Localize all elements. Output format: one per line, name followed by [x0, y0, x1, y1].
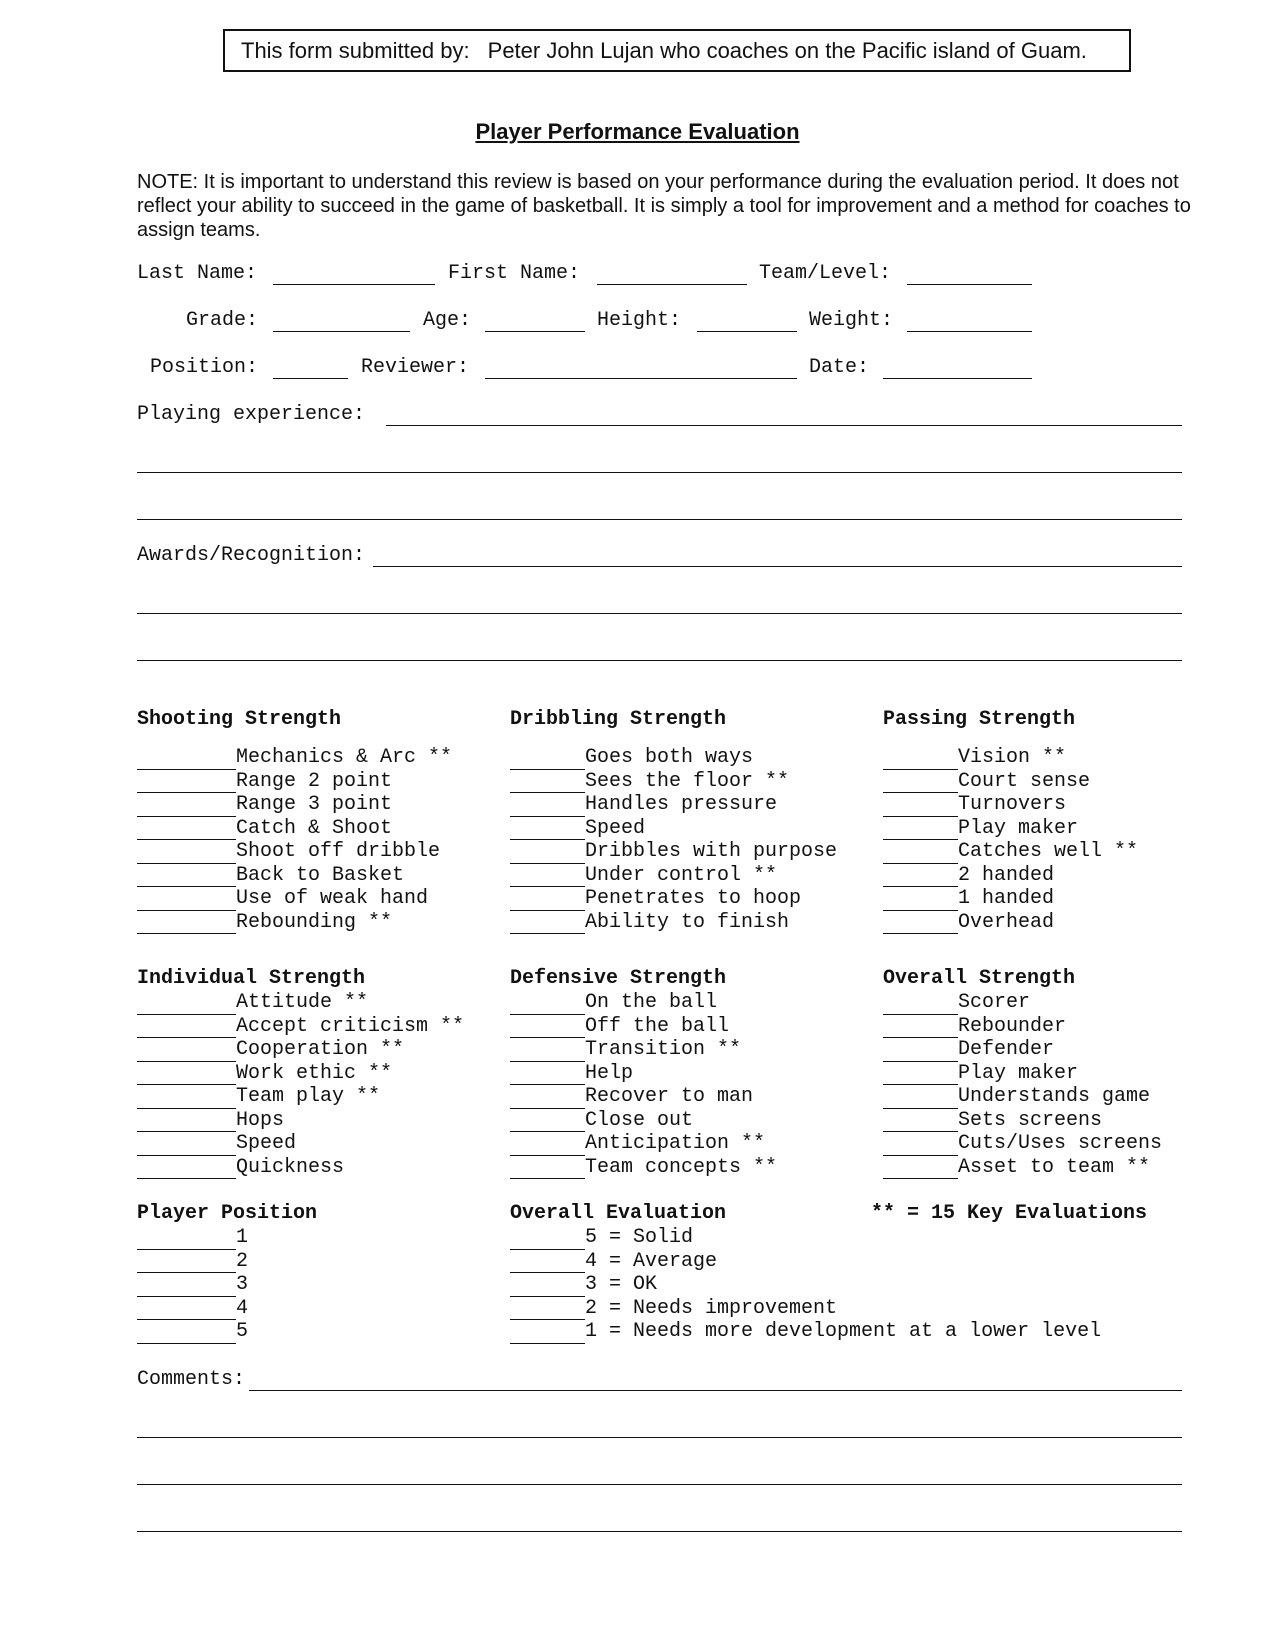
- team-level-field[interactable]: [907, 284, 1032, 285]
- item-label: Range 2 point: [236, 769, 393, 793]
- list-item: [137, 817, 452, 841]
- rating-blank[interactable]: [137, 914, 236, 934]
- rating-blank[interactable]: [883, 844, 958, 864]
- rating-blank[interactable]: [510, 1018, 585, 1038]
- item-label: Cooperation **: [236, 1038, 405, 1061]
- list-item: [137, 1226, 248, 1250]
- item-label: Sees the floor **: [585, 769, 790, 793]
- submitted-label: This form submitted by:: [241, 37, 470, 63]
- rating-blank[interactable]: [510, 995, 585, 1015]
- list-item: [510, 1038, 777, 1062]
- list-item: [137, 1015, 464, 1039]
- list-item: [510, 1297, 1101, 1321]
- item-label: Transition **: [585, 1038, 742, 1061]
- list-item: [137, 793, 452, 817]
- item-label: Goes both ways: [585, 746, 754, 769]
- comments-line-1[interactable]: [249, 1390, 1182, 1391]
- item-label: Dribbles with purpose: [585, 840, 838, 863]
- playing-experience-line-1[interactable]: [386, 425, 1182, 426]
- rating-blank[interactable]: [883, 891, 958, 911]
- item-label: 2 handed: [958, 863, 1055, 887]
- individual-strength-heading: Individual Strength: [137, 967, 366, 990]
- list-item: [883, 887, 1138, 911]
- passing-strength-heading: Passing Strength: [883, 708, 1076, 731]
- key-evaluations-note: ** = 15 Key Evaluations: [871, 1202, 1148, 1225]
- item-label: Rebounder: [958, 1014, 1067, 1038]
- rating-blank[interactable]: [510, 773, 585, 793]
- team-level-label: Team/Level:: [759, 262, 892, 285]
- list-item: [510, 1226, 1101, 1250]
- first-name-field[interactable]: [597, 284, 747, 285]
- list-item: [883, 1109, 1162, 1133]
- rating-blank[interactable]: [883, 995, 958, 1015]
- list-item: [137, 1156, 464, 1180]
- rating-blank[interactable]: [510, 750, 585, 770]
- item-label: Back to Basket: [236, 863, 405, 887]
- rating-blank[interactable]: [137, 1112, 236, 1132]
- playing-experience-line-2[interactable]: [137, 472, 1182, 473]
- comments-label: Comments:: [137, 1368, 246, 1391]
- item-label: 4 = Average: [585, 1249, 718, 1273]
- rating-blank[interactable]: [510, 797, 585, 817]
- dribbling-strength-list: [510, 746, 837, 934]
- rating-blank[interactable]: [137, 1253, 236, 1273]
- position-label: Position:: [150, 356, 259, 379]
- rating-blank[interactable]: [137, 1089, 236, 1109]
- list-item: [510, 1015, 777, 1039]
- rating-blank[interactable]: [510, 914, 585, 934]
- item-label: Under control **: [585, 863, 778, 887]
- item-label: 5 = Solid: [585, 1226, 694, 1249]
- list-item: [883, 1156, 1162, 1180]
- list-item: [137, 1109, 464, 1133]
- rating-blank[interactable]: [137, 1230, 236, 1250]
- rating-blank[interactable]: [137, 1277, 236, 1297]
- item-label: 3 = OK: [585, 1273, 658, 1296]
- list-item: [137, 887, 452, 911]
- item-label: 4: [236, 1296, 249, 1320]
- item-label: Scorer: [958, 991, 1031, 1014]
- rating-blank[interactable]: [510, 844, 585, 864]
- list-item: [510, 817, 837, 841]
- list-item: [137, 864, 452, 888]
- list-item: [510, 1132, 777, 1156]
- item-label: Penetrates to hoop: [585, 887, 802, 910]
- list-item: [510, 746, 837, 770]
- playing-experience-line-3[interactable]: [137, 519, 1182, 520]
- player-position-list: [137, 1226, 248, 1344]
- overall-strength-heading: Overall Strength: [883, 967, 1076, 990]
- rating-blank[interactable]: [510, 1089, 585, 1109]
- rating-blank[interactable]: [137, 995, 236, 1015]
- item-label: Hops: [236, 1108, 285, 1132]
- list-item: [510, 864, 837, 888]
- rating-blank[interactable]: [510, 867, 585, 887]
- list-item: [137, 1297, 248, 1321]
- list-item: [510, 911, 837, 935]
- rating-blank[interactable]: [883, 797, 958, 817]
- item-label: Accept criticism **: [236, 1014, 465, 1038]
- rating-blank[interactable]: [137, 1042, 236, 1062]
- rating-blank[interactable]: [137, 1136, 236, 1156]
- list-item: [883, 911, 1138, 935]
- rating-blank[interactable]: [137, 891, 236, 911]
- awards-line-2[interactable]: [137, 613, 1182, 614]
- list-item: [510, 1109, 777, 1133]
- item-label: Attitude **: [236, 991, 369, 1014]
- last-name-field[interactable]: [273, 284, 435, 285]
- rating-blank[interactable]: [883, 867, 958, 887]
- list-item: [883, 1085, 1162, 1109]
- item-label: Overhead: [958, 910, 1055, 934]
- overall-evaluation-heading: Overall Evaluation: [510, 1202, 727, 1225]
- list-item: [883, 864, 1138, 888]
- list-item: [883, 793, 1138, 817]
- item-label: Defender: [958, 1038, 1055, 1061]
- list-item: [137, 1085, 464, 1109]
- rating-blank[interactable]: [510, 820, 585, 840]
- list-item: [510, 770, 837, 794]
- rating-blank[interactable]: [883, 1136, 958, 1156]
- list-item: [510, 1156, 777, 1180]
- rating-blank[interactable]: [510, 1324, 585, 1344]
- list-item: [137, 1132, 464, 1156]
- rating-blank[interactable]: [883, 750, 958, 770]
- passing-strength-list: [883, 746, 1138, 934]
- rating-blank[interactable]: [137, 1324, 236, 1344]
- grade-label: Grade:: [186, 309, 259, 332]
- height-field[interactable]: [697, 331, 797, 332]
- age-label: Age:: [423, 309, 472, 332]
- age-field[interactable]: [485, 331, 585, 332]
- rating-blank[interactable]: [137, 750, 236, 770]
- rating-blank[interactable]: [510, 1253, 585, 1273]
- item-label: Quickness: [236, 1155, 345, 1179]
- item-label: Speed: [585, 816, 646, 840]
- weight-label: Weight:: [809, 309, 894, 332]
- comments-line-3[interactable]: [137, 1484, 1182, 1485]
- rating-blank[interactable]: [510, 1277, 585, 1297]
- individual-strength-list: [137, 991, 464, 1179]
- list-item: [137, 1273, 248, 1297]
- list-item: [137, 1038, 464, 1062]
- weight-field[interactable]: [907, 331, 1032, 332]
- rating-blank[interactable]: [137, 820, 236, 840]
- list-item: [510, 1062, 777, 1086]
- item-label: Catches well **: [958, 840, 1139, 863]
- item-label: Mechanics & Arc **: [236, 746, 453, 769]
- comments-line-4[interactable]: [137, 1531, 1182, 1532]
- item-label: On the ball: [585, 991, 718, 1014]
- item-label: Shoot off dribble: [236, 840, 441, 863]
- item-label: Cuts/Uses screens: [958, 1132, 1163, 1155]
- list-item: [883, 817, 1138, 841]
- rating-blank[interactable]: [883, 1112, 958, 1132]
- list-item: [883, 1015, 1162, 1039]
- list-item: [137, 746, 452, 770]
- rating-blank[interactable]: [883, 914, 958, 934]
- awards-line-3[interactable]: [137, 660, 1182, 661]
- item-label: Work ethic **: [236, 1061, 393, 1085]
- list-item: [137, 840, 452, 864]
- defensive-strength-heading: Defensive Strength: [510, 967, 727, 990]
- rating-blank[interactable]: [883, 1065, 958, 1085]
- item-label: Range 3 point: [236, 793, 393, 816]
- date-field[interactable]: [883, 378, 1032, 379]
- item-label: 2 = Needs improvement: [585, 1296, 838, 1320]
- rating-blank[interactable]: [510, 891, 585, 911]
- item-label: 1 handed: [958, 887, 1055, 910]
- position-field[interactable]: [273, 378, 348, 379]
- last-name-label: Last Name:: [137, 262, 258, 285]
- item-label: Vision **: [958, 746, 1067, 769]
- item-label: Turnovers: [958, 793, 1067, 816]
- rating-blank[interactable]: [510, 1042, 585, 1062]
- overall-strength-list: [883, 991, 1162, 1179]
- submitted-by-box: [223, 29, 1131, 72]
- awards-line-1[interactable]: [373, 566, 1182, 567]
- note-paragraph: NOTE: It is important to understand this review is based on your performance during the evaluation period. It does not reflect your ability to succeed in the game of basketball. It is simply a tool for improvement and a method for coaches to assign teams.: [137, 171, 1191, 241]
- item-label: Off the ball: [585, 1014, 730, 1038]
- list-item: [137, 1320, 248, 1344]
- rating-blank[interactable]: [137, 844, 236, 864]
- rating-blank[interactable]: [883, 1089, 958, 1109]
- list-item: [883, 1062, 1162, 1086]
- item-label: Recover to man: [585, 1085, 754, 1108]
- item-label: Handles pressure: [585, 793, 778, 816]
- rating-blank[interactable]: [883, 1042, 958, 1062]
- item-label: 5: [236, 1320, 249, 1343]
- list-item: [510, 991, 777, 1015]
- rating-blank[interactable]: [510, 1136, 585, 1156]
- list-item: [510, 1250, 1101, 1274]
- list-item: [137, 1250, 248, 1274]
- date-label: Date:: [809, 356, 870, 379]
- rating-blank[interactable]: [510, 1159, 585, 1179]
- item-label: Play maker: [958, 1061, 1079, 1085]
- rating-blank[interactable]: [137, 1300, 236, 1320]
- submitted-value: Peter John Lujan who coaches on the Pacific island of Guam.: [487, 37, 1087, 63]
- shooting-strength-heading: Shooting Strength: [137, 708, 342, 731]
- item-label: 1: [236, 1226, 249, 1249]
- reviewer-label: Reviewer:: [361, 356, 470, 379]
- list-item: [137, 770, 452, 794]
- item-label: Help: [585, 1061, 634, 1085]
- reviewer-field[interactable]: [485, 378, 797, 379]
- list-item: [510, 793, 837, 817]
- rating-blank[interactable]: [883, 1018, 958, 1038]
- list-item: [883, 1132, 1162, 1156]
- item-label: 1 = Needs more development at a lower level: [585, 1320, 1102, 1343]
- item-label: Understands game: [958, 1085, 1151, 1108]
- playing-experience-label: Playing experience:: [137, 403, 366, 426]
- list-item: [883, 746, 1138, 770]
- item-label: Use of weak hand: [236, 887, 429, 910]
- item-label: Sets screens: [958, 1108, 1103, 1132]
- awards-label: Awards/Recognition:: [137, 544, 366, 567]
- item-label: Asset to team **: [958, 1155, 1151, 1179]
- rating-blank[interactable]: [510, 1300, 585, 1320]
- player-position-heading: Player Position: [137, 1202, 318, 1225]
- rating-blank[interactable]: [137, 1065, 236, 1085]
- item-label: Speed: [236, 1132, 297, 1155]
- list-item: [883, 770, 1138, 794]
- item-label: 3: [236, 1273, 249, 1296]
- item-label: Team play **: [236, 1085, 381, 1108]
- item-label: Team concepts **: [585, 1155, 778, 1179]
- rating-blank[interactable]: [883, 773, 958, 793]
- rating-blank[interactable]: [883, 1159, 958, 1179]
- item-label: Anticipation **: [585, 1132, 766, 1155]
- list-item: [137, 991, 464, 1015]
- comments-line-2[interactable]: [137, 1437, 1182, 1438]
- rating-blank[interactable]: [137, 1159, 236, 1179]
- shooting-strength-list: [137, 746, 452, 934]
- list-item: [137, 911, 452, 935]
- list-item: [510, 1085, 777, 1109]
- grade-field[interactable]: [273, 331, 410, 332]
- rating-blank[interactable]: [883, 820, 958, 840]
- item-label: Rebounding **: [236, 910, 393, 934]
- item-label: Catch & Shoot: [236, 816, 393, 840]
- list-item: [883, 991, 1162, 1015]
- page-title: Player Performance Evaluation: [475, 119, 800, 144]
- item-label: Close out: [585, 1108, 694, 1132]
- rating-blank[interactable]: [137, 1018, 236, 1038]
- height-label: Height:: [597, 309, 682, 332]
- item-label: Ability to finish: [585, 910, 790, 934]
- defensive-strength-list: [510, 991, 777, 1179]
- rating-blank[interactable]: [510, 1065, 585, 1085]
- list-item: [510, 1320, 1101, 1344]
- rating-blank[interactable]: [510, 1112, 585, 1132]
- list-item: [883, 840, 1138, 864]
- list-item: [510, 887, 837, 911]
- rating-blank[interactable]: [510, 1230, 585, 1250]
- list-item: [883, 1038, 1162, 1062]
- rating-blank[interactable]: [137, 867, 236, 887]
- list-item: [137, 1062, 464, 1086]
- first-name-label: First Name:: [448, 262, 581, 285]
- overall-evaluation-list: [510, 1226, 1101, 1344]
- list-item: [510, 840, 837, 864]
- rating-blank[interactable]: [137, 797, 236, 817]
- list-item: [510, 1273, 1101, 1297]
- rating-blank[interactable]: [137, 773, 236, 793]
- item-label: Court sense: [958, 769, 1091, 793]
- dribbling-strength-heading: Dribbling Strength: [510, 708, 727, 731]
- item-label: 2: [236, 1249, 249, 1273]
- item-label: Play maker: [958, 816, 1079, 840]
